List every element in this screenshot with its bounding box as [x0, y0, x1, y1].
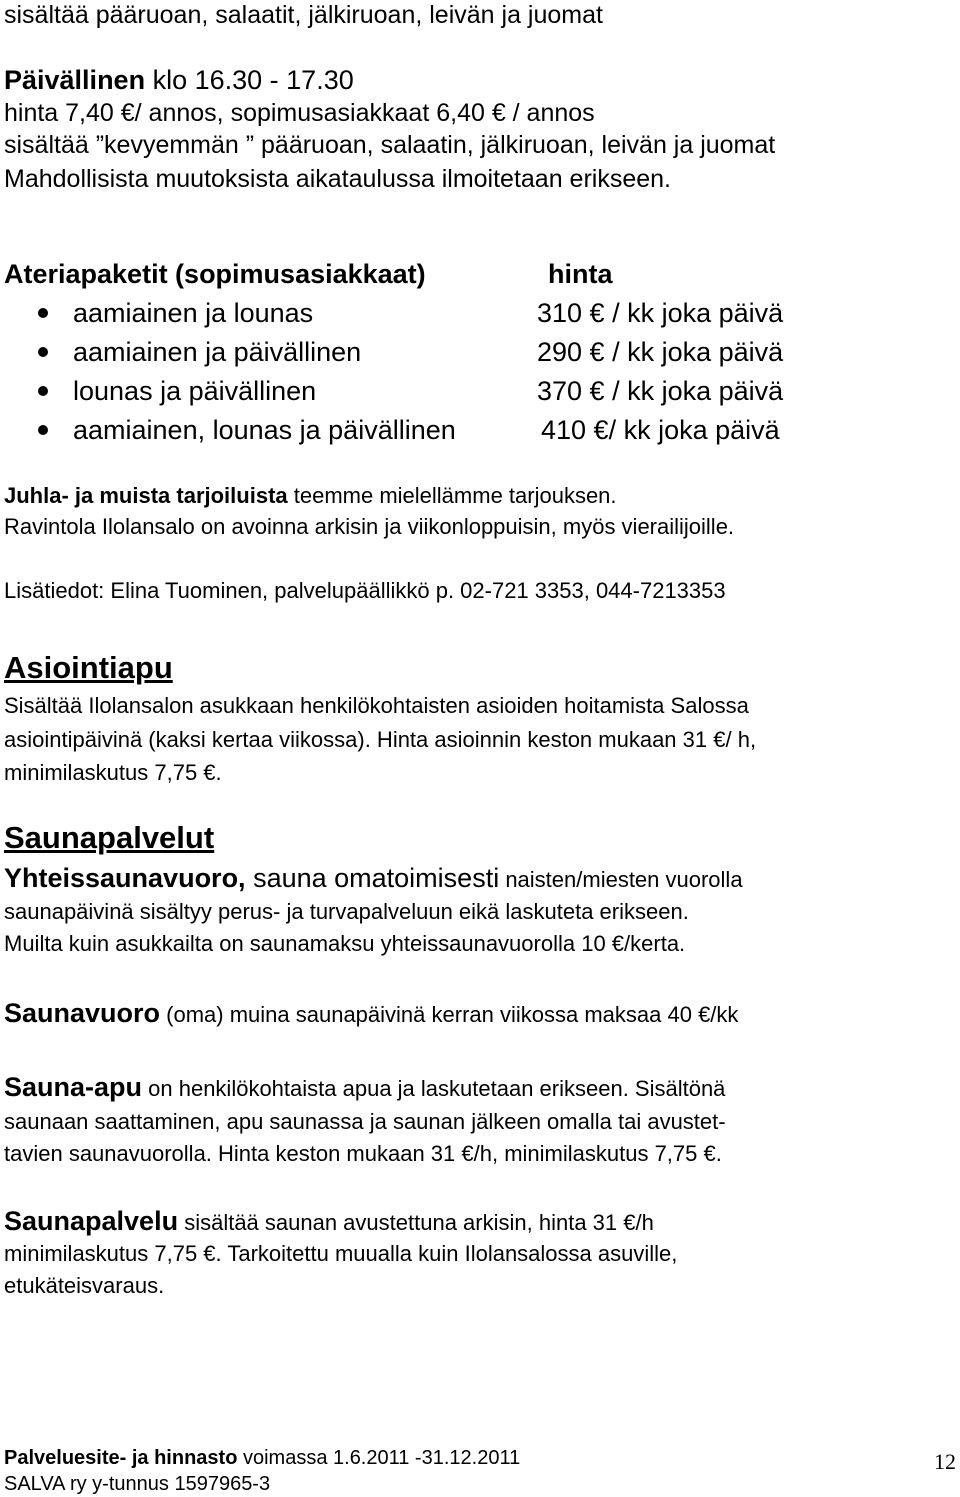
- yhteissauna-line: [4, 862, 743, 896]
- packages-price-heading: hinta: [548, 259, 613, 289]
- dinner-time: klo 16.30 - 17.30: [152, 65, 354, 95]
- footer-validity: voimassa 1.6.2011 -31.12.2011: [237, 1447, 521, 1469]
- package-price: 370 € / kk joka päivä: [537, 376, 784, 406]
- package-item: [0, 297, 960, 329]
- saunavuoro-line: [4, 996, 738, 1032]
- sauna-apu-line2: saunaan saattaminen, apu saunassa ja saunan jälkeen omalla tai avustet-: [4, 1109, 726, 1134]
- contact-info: Lisätiedot: Elina Tuominen, palvelupäällikkö p. 02-721 3353, 044-7213353: [4, 578, 726, 603]
- yhteissauna-bold: Yhteissaunavuoro,: [4, 863, 246, 893]
- catering-rest: teemme mielellämme tarjouksen.: [287, 483, 617, 508]
- package-price: 310 € / kk joka päivä: [537, 298, 784, 328]
- saunavuoro-bold: Saunavuoro: [4, 998, 161, 1028]
- saunavuoro-rest: (oma) muina saunapäivinä kerran viikossa maksaa 40 €/kk: [160, 1002, 739, 1027]
- bullet-icon: [38, 425, 48, 435]
- page-number: 12: [934, 1449, 956, 1474]
- schedule-note: Mahdollisista muutoksista aikataulussa ilmoitetaan erikseen.: [4, 165, 671, 193]
- saunapalvelu-line3: etukäteisvaraus.: [4, 1273, 165, 1298]
- package-label: lounas ja päivällinen: [73, 376, 317, 406]
- yhteissauna-mid: sauna omatoimisesti: [245, 863, 500, 893]
- sauna-apu-bold: Sauna-apu: [4, 1072, 143, 1102]
- sauna-apu-line: [4, 1070, 725, 1106]
- saunapalvelu-bold: Saunapalvelu: [4, 1206, 179, 1236]
- package-item: [0, 375, 960, 407]
- package-item: [0, 414, 960, 446]
- saunapalvelu-line: [4, 1204, 654, 1240]
- package-price: 290 € / kk joka päivä: [537, 337, 784, 367]
- package-price: 410 €/ kk joka päivä: [541, 415, 780, 445]
- saunapalvelut-heading: Saunapalvelut: [4, 820, 215, 855]
- dinner-contents: sisältää ”kevyemmän ” pääruoan, salaatin, jälkiruoan, leivän ja juomat: [4, 131, 776, 159]
- asiointiapu-heading: Asiointiapu: [4, 650, 173, 685]
- bullet-icon: [38, 347, 48, 357]
- yhteissauna-line2: saunapäivinä sisältyy perus- ja turvapalveluun eikä laskuteta erikseen.: [4, 899, 689, 924]
- saunapalvelu-line1: sisältää saunan avustettuna arkisin, hinta 31 €/h: [178, 1210, 654, 1235]
- sauna-apu-line3: tavien saunavuorolla. Hinta keston mukaan 31 €/h, minimilaskutus 7,75 €.: [4, 1141, 722, 1166]
- catering-line: [4, 482, 617, 510]
- yhteissauna-line3: Muilta kuin asukkailta on saunamaksu yhteissaunavuorolla 10 €/kerta.: [4, 931, 686, 956]
- asiointiapu-line: Sisältää Ilolansalon asukkaan henkilökohtaisten asioiden hoitamista Salossa: [4, 693, 749, 718]
- asiointiapu-line: asiointipäivinä (kaksi kertaa viikossa). Hinta asioinnin keston mukaan 31 €/ h,: [4, 727, 757, 752]
- footer-line: [4, 1446, 520, 1470]
- bullet-icon: [38, 386, 48, 396]
- package-label: aamiainen ja lounas: [73, 298, 314, 328]
- packages-heading: Ateriapaketit (sopimusasiakkaat): [4, 259, 426, 289]
- sauna-apu-line1: on henkilökohtaista apua ja laskutetaan erikseen. Sisältönä: [142, 1076, 726, 1101]
- package-item: [0, 336, 960, 368]
- lunch-contents: sisältää pääruoan, salaatit, jälkiruoan, leivän ja juomat: [4, 1, 603, 29]
- footer-org: SALVA ry y-tunnus 1597965-3: [4, 1473, 271, 1495]
- packages-header: [0, 258, 960, 290]
- bullet-icon: [38, 308, 48, 318]
- catering-bold: Juhla- ja muista tarjoiluista: [4, 483, 288, 508]
- saunapalvelu-line2: minimilaskutus 7,75 €. Tarkoitettu muualla kuin Ilolansalossa asuville,: [4, 1241, 678, 1266]
- footer-title: Palveluesite- ja hinnasto: [4, 1447, 238, 1469]
- restaurant-hours: Ravintola Ilolansalo on avoinna arkisin ja viikonloppuisin, myös vierailijoille.: [4, 514, 735, 539]
- package-label: aamiainen ja päivällinen: [73, 337, 362, 367]
- package-label: aamiainen, lounas ja päivällinen: [73, 415, 456, 445]
- yhteissauna-small: naisten/miesten vuorolla: [499, 867, 743, 892]
- dinner-price: hinta 7,40 €/ annos, sopimusasiakkaat 6,40 € / annos: [4, 99, 595, 127]
- dinner-title-line: [4, 64, 354, 96]
- dinner-title: Päivällinen: [4, 65, 146, 95]
- asiointiapu-line: minimilaskutus 7,75 €.: [4, 760, 222, 785]
